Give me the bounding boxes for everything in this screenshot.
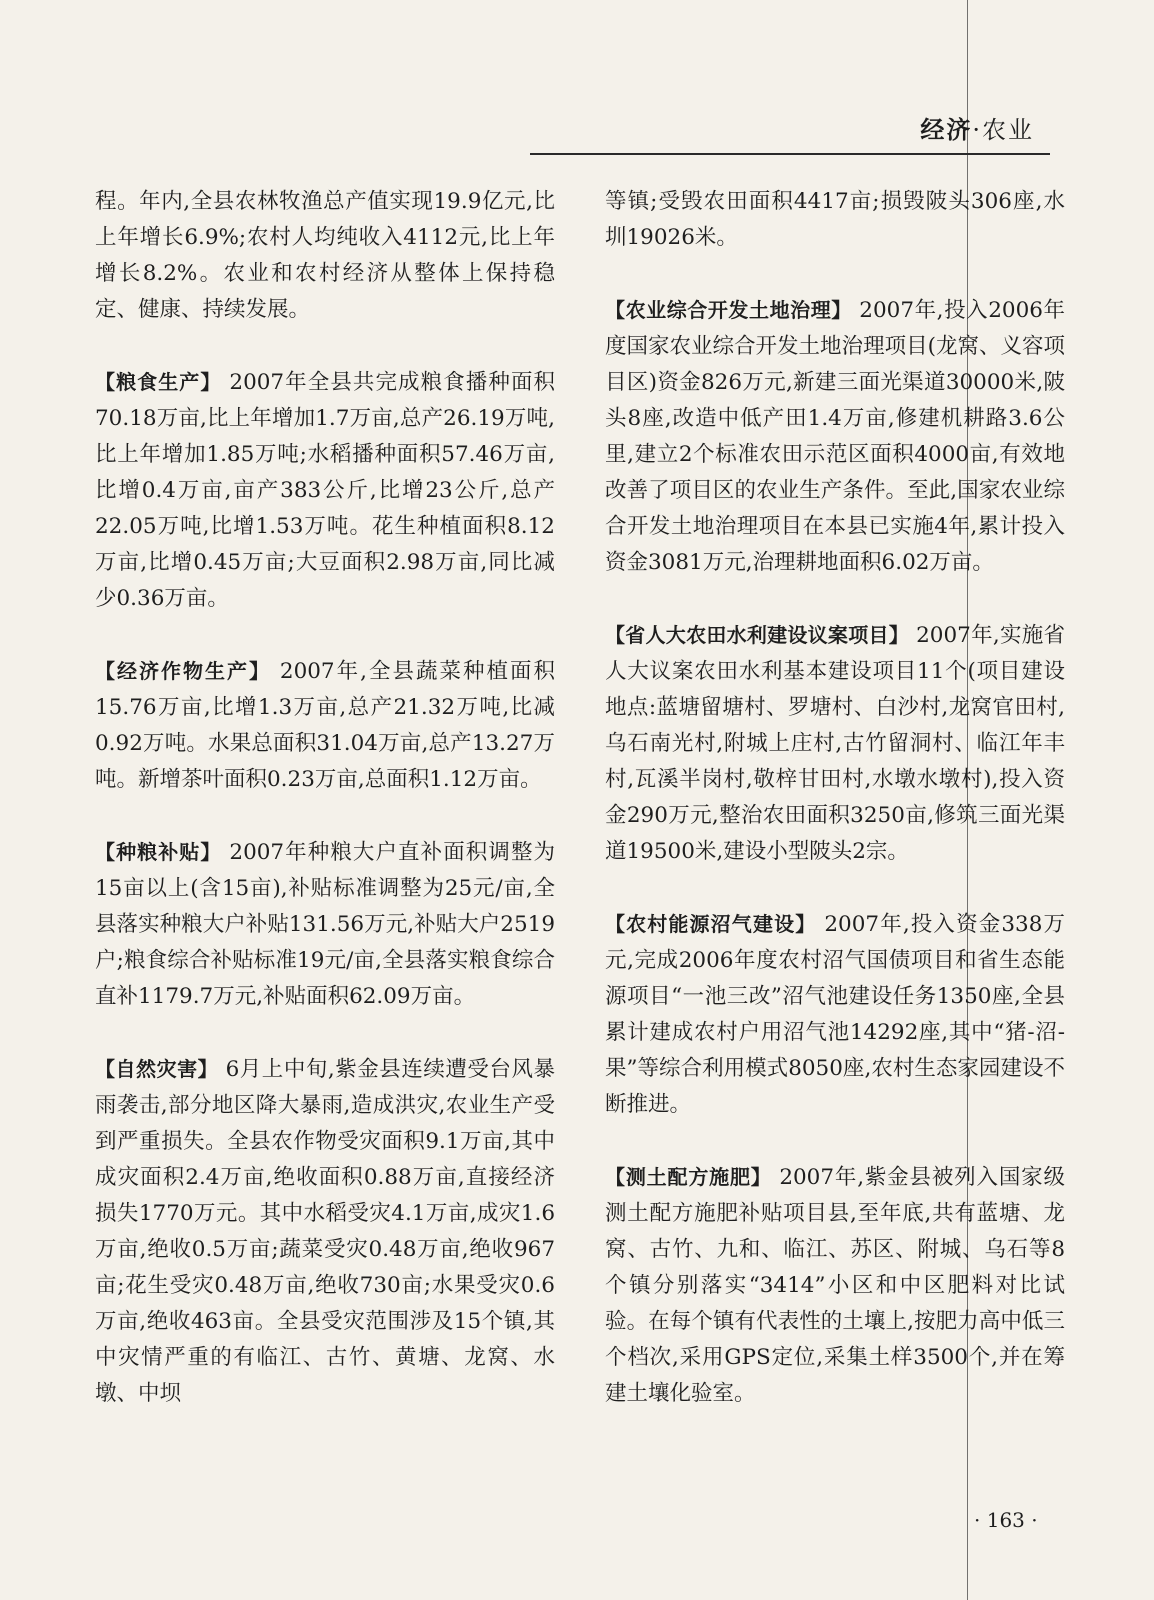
header-dot: · [972,116,982,144]
section-title: 【种粮补贴】 [95,840,222,864]
section-grain-subsidy [95,834,555,1015]
left-intro-paragraph: 程。年内,全县农林牧渔总产值实现19.9亿元,比上年增长6.9%;农村人均纯收入4112元,比上年增长8.2%。农业和农村经济从整体上保持稳定、健康、持续发展。 [95,189,555,322]
section-text: 2007年,全县蔬菜种植面积15.76万亩,比增1.3万亩,总产21.32万吨,比减0.92万吨。水果总面积31.04万亩,总产13.27万吨。新增茶叶面积0.23万亩,总面积1.12万亩。 [95,659,555,792]
section-title: 【粮食生产】 [95,370,222,394]
section-land-development [605,292,1065,581]
section-text: 2007年,投入2006年度国家农业综合开发土地治理项目(龙窝、义容项目区)资金826万元,新建三面光渠道30000米,陂头8座,改造中低产田1.4万亩,修建机耕路3.6公里,建立2个标准农田示范区面积4000亩,有效地改善了项目区的农业生产条件。至此,国家农业综合开发土地治理项目在本县已实施4年,累计投入资金3081万元,治理耕地面积6.02万亩。 [605,298,1065,575]
section-title: 【农业综合开发土地治理】 [605,298,852,322]
section-title: 【省人大农田水利建设议案项目】 [605,623,909,647]
section-text: 2007年,紫金县被列入国家级测土配方施肥补贴项目县,至年底,共有蓝塘、龙窝、古竹、九和、临江、苏区、附城、乌石等8个镇分别落实“3414”小区和中区肥料对比试验。在每个镇有代表性的土壤上,按肥力高中低三个档次,采用GPS定位,采集土样3500个,并在筹建土壤化验室。 [605,1165,1065,1406]
section-text: 2007年,实施省人大议案农田水利基本建设项目11个(项目建设地点:蓝塘留塘村、罗塘村、白沙村,龙窝官田村,乌石南光村,附城上庄村,古竹留洞村、临江年丰村,瓦溪半岗村,敬梓甘田村,水墩水墩村),投入资金290万元,整治农田面积3250亩,修筑三面光渠道19500米,建设小型陂头2宗。 [605,623,1065,864]
section-grain-production [95,364,555,617]
section-title: 【自然灾害】 [95,1057,219,1081]
right-column [605,184,1065,1412]
section-title: 【测土配方施肥】 [605,1165,772,1189]
header-subsection: 农业 [982,116,1034,144]
section-soil-testing [605,1159,1065,1412]
section-title: 【农村能源沼气建设】 [605,912,817,936]
page-number: · 163 · [974,1508,1038,1532]
section-text: 6月上中旬,紫金县连续遭受台风暴雨袭击,部分地区降大暴雨,造成洪灾,农业生产受到严重损失。全县农作物受灾面积9.1万亩,其中成灾面积2.4万亩,绝收面积0.88万亩,直接经济损失1770万元。其中水稻受灾4.1万亩,成灾1.6万亩,绝收0.5万亩;蔬菜受灾0.48万亩,绝收967亩;花生受灾0.48万亩,绝收730亩;水果受灾0.6万亩,绝收463亩。全县受灾范围涉及15个镇,其中灾情严重的有临江、古竹、黄塘、龙窝、水墩、中坝 [95,1057,556,1406]
section-irrigation-project [605,617,1065,870]
section-text: 2007年,投入资金338万元,完成2006年度农村沼气国债项目和省生态能源项目“一池三改”沼气池建设任务1350座,全县累计建成农村户用沼气池14292座,其中“猪-沼-果”等综合利用模式8050座,农村生态家园建设不断推进。 [605,912,1066,1117]
section-natural-disaster [95,1051,555,1412]
left-column [95,184,555,1412]
header-section: 经济 [920,115,973,144]
section-biogas [605,906,1065,1123]
header-rule [530,153,1050,155]
running-header [920,110,1034,145]
section-cash-crops [95,653,555,798]
section-text: 2007年种粮大户直补面积调整为15亩以上(含15亩),补贴标准调整为25元/亩,全县落实种粮大户补贴131.56万元,补贴大户2519户;粮食综合补贴标准19元/亩,全县落实粮食综合直补1179.7万元,补贴面积62.09万亩。 [95,840,556,1009]
section-title: 【经济作物生产】 [95,659,272,683]
section-text: 2007年全县共完成粮食播种面积70.18万亩,比上年增加1.7万亩,总产26.19万吨,比上年增加1.85万吨;水稻播种面积57.46万亩,比增0.4万亩,亩产383公斤,比增23公斤,总产22.05万吨,比增1.53万吨。花生种植面积8.12万亩,比增0.45万亩;大豆面积2.98万亩,同比减少0.36万亩。 [95,370,556,611]
right-intro-paragraph: 等镇;受毁农田面积4417亩;损毁陂头306座,水圳19026米。 [605,189,1065,250]
